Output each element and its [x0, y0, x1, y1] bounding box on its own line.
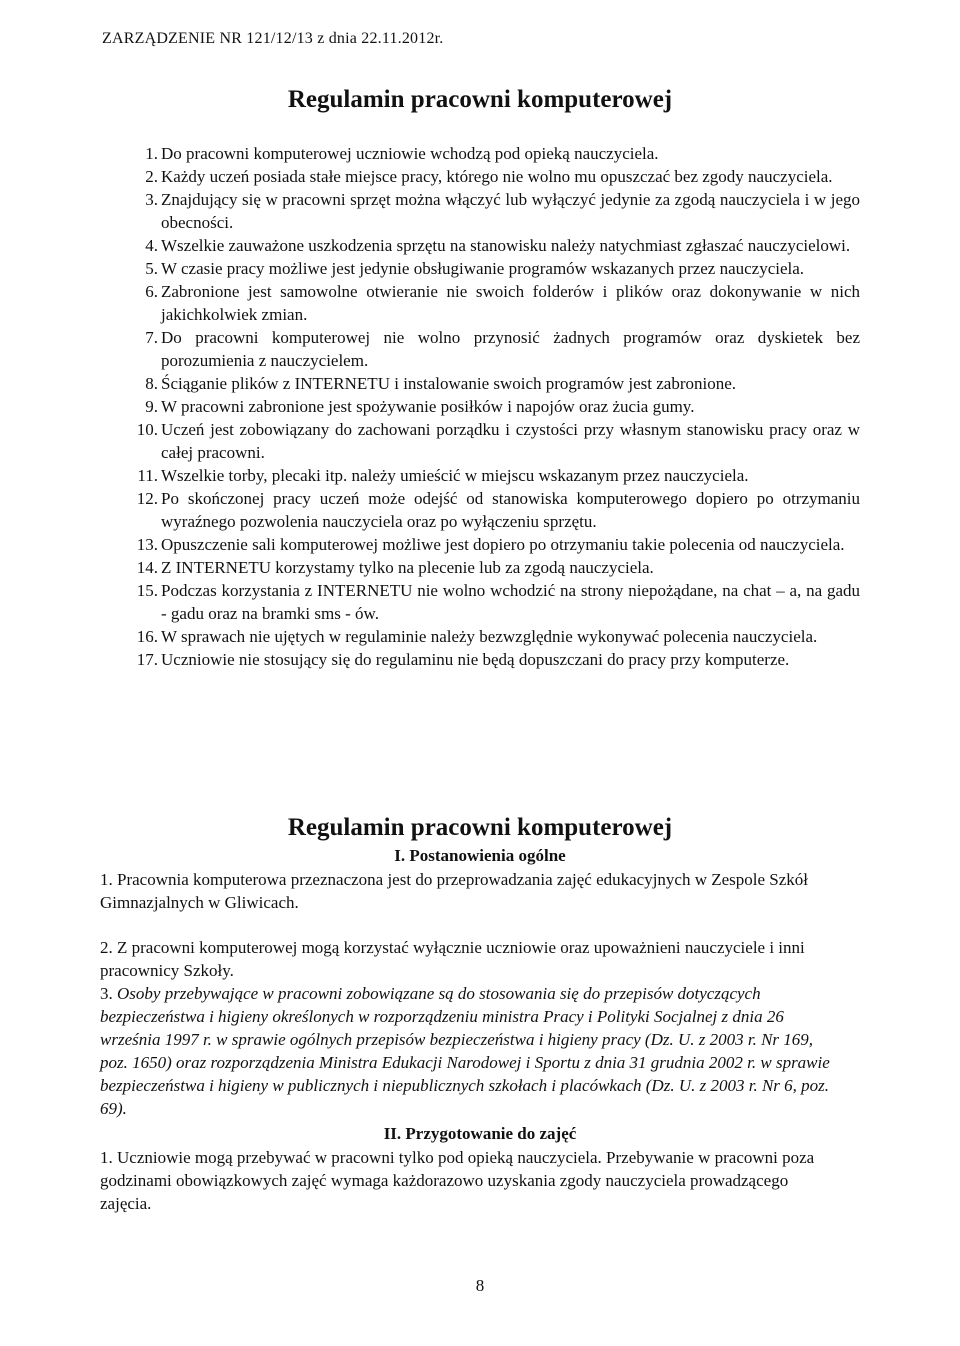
list-item [100, 533, 860, 556]
item-number: 11. [137, 466, 158, 485]
item-number: 14. [136, 558, 158, 577]
paragraph-3-number: 3. [100, 984, 117, 1003]
section-heading-general: I. Postanowienia ogólne [394, 846, 566, 865]
list-item [100, 395, 860, 418]
item-number: 10. [136, 420, 158, 439]
list-item [100, 326, 860, 372]
paragraph-1: 1. Pracownia komputerowa przeznaczona jest do przeprowadzania zajęć edukacyjnych w Zespole Szkół Gimnazjalnych w Gliwicach. [100, 870, 809, 912]
paragraph-preparation-1: 1. Uczniowie mogą przebywać w pracowni tylko pod opieką nauczyciela. Przebywanie w pracowni poza godzinami obowiązkowych zajęć wymaga każdorazowo uzyskania zgody nauczyciela prowadzącego zajęcia. [100, 1148, 815, 1213]
item-number: 15. [136, 581, 158, 600]
rules-list [100, 142, 860, 671]
item-text: Do pracowni komputerowej uczniowie wchodzą pod opieką nauczyciela. [161, 144, 659, 163]
list-item [100, 142, 860, 165]
item-number: 7. [145, 328, 158, 347]
item-text: Po skończonej pracy uczeń może odejść od stanowiska komputerowego dopiero po otrzymaniu wyraźnego pozwolenia nauczyciela oraz po wyłączeniu sprzętu. [161, 489, 860, 531]
page-number: 8 [475, 1276, 485, 1295]
item-number: 3. [145, 190, 158, 209]
item-number: 17. [136, 650, 158, 669]
list-item [100, 165, 860, 188]
list-item [100, 464, 860, 487]
item-text: Zabronione jest samowolne otwieranie nie swoich folderów i plików oraz dokonywanie w nich jakichkolwiek zmian. [161, 282, 860, 324]
item-text: Wszelkie torby, plecaki itp. należy umieścić w miejscu wskazanym przez nauczyciela. [161, 466, 749, 485]
list-item [100, 625, 860, 648]
item-text: Znajdujący się w pracowni sprzęt można włączyć lub wyłączyć jedynie za zgodą nauczyciela i w jego obecności. [161, 190, 860, 232]
list-item [100, 257, 860, 280]
item-number: 8. [145, 374, 158, 393]
item-number: 16. [136, 627, 158, 646]
item-text: Wszelkie zauważone uszkodzenia sprzętu na stanowisku należy natychmiast zgłaszać nauczycielowi. [161, 236, 851, 255]
item-number: 2. [145, 167, 158, 186]
section-title: Regulamin pracowni komputerowej [287, 814, 673, 841]
item-text: Uczeń jest zobowiązany do zachowani porządku i czystości przy własnym stanowisku pracy oraz w całej pracowni. [161, 420, 860, 462]
item-number: 12. [136, 489, 158, 508]
list-item [100, 418, 860, 464]
item-number: 5. [145, 259, 158, 278]
item-number: 6. [145, 282, 158, 301]
paragraph-3-text: Osoby przebywające w pracowni zobowiązane są do stosowania się do przepisów dotyczących bezpieczeństwa i higieny określonych w rozporządzeniu ministra Pracy i Polityki Socjalnej z dnia 26 września 1997 r. w sprawie ogólnych przepisów bezpieczeństwa i higieny pracy (Dz. U. z 2003 r. Nr 169, poz. 1650) oraz rozporządzenia Ministra Edukacji Narodowej i Sportu z dnia 31 grudnia 2002 r. w sprawie bezpieczeństwa i higieny w publicznych i niepublicznych szkołach i placówkach (Dz. U. z 2003 r. Nr 6, poz. 69). [100, 984, 830, 1118]
paragraph-3 [100, 982, 830, 1120]
page-title: Regulamin pracowni komputerowej [287, 86, 673, 113]
document-header: ZARZĄDZENIE NR 121/12/13 z dnia 22.11.2012r. [102, 30, 444, 47]
list-item [100, 556, 860, 579]
item-text: W czasie pracy możliwe jest jedynie obsługiwanie programów wskazanych przez nauczyciela. [161, 259, 805, 278]
item-number: 13. [136, 535, 158, 554]
item-text: Z INTERNETU korzystamy tylko na plecenie lub za zgodą nauczyciela. [161, 558, 654, 577]
list-item [100, 234, 860, 257]
item-text: W pracowni zabronione jest spożywanie posiłków i napojów oraz żucia gumy. [161, 397, 695, 416]
item-text: Podczas korzystania z INTERNETU nie wolno wchodzić na strony niepożądane, na chat – a, na gadu - gadu oraz na bramki sms - ów. [161, 581, 860, 623]
item-text: Uczniowie nie stosujący się do regulaminu nie będą dopuszczani do pracy przy komputerze. [161, 650, 790, 669]
list-item [100, 579, 860, 625]
paragraph-2: 2. Z pracowni komputerowej mogą korzystać wyłącznie uczniowie oraz upoważnieni nauczyciele i inni pracownicy Szkoły. [100, 938, 805, 980]
list-item [100, 372, 860, 395]
list-item [100, 648, 860, 671]
item-text: Opuszczenie sali komputerowej możliwe jest dopiero po otrzymaniu takie polecenia od nauczyciela. [161, 535, 845, 554]
item-text: Do pracowni komputerowej nie wolno przynosić żadnych programów oraz dyskietek bez porozumienia z nauczycielem. [161, 328, 860, 370]
item-number: 1. [145, 144, 158, 163]
item-text: Ściąganie plików z INTERNETU i instalowanie swoich programów jest zabronione. [161, 374, 737, 393]
list-item [100, 188, 860, 234]
list-item [100, 487, 860, 533]
item-text: W sprawach nie ujętych w regulaminie należy bezwzględnie wykonywać polecenia nauczyciela. [161, 627, 818, 646]
list-item [100, 280, 860, 326]
item-text: Każdy uczeń posiada stałe miejsce pracy, którego nie wolno mu opuszczać bez zgody nauczyciela. [161, 167, 833, 186]
item-number: 4. [145, 236, 158, 255]
item-number: 9. [145, 397, 158, 416]
section-heading-preparation: II. Przygotowanie do zajęć [383, 1124, 577, 1143]
